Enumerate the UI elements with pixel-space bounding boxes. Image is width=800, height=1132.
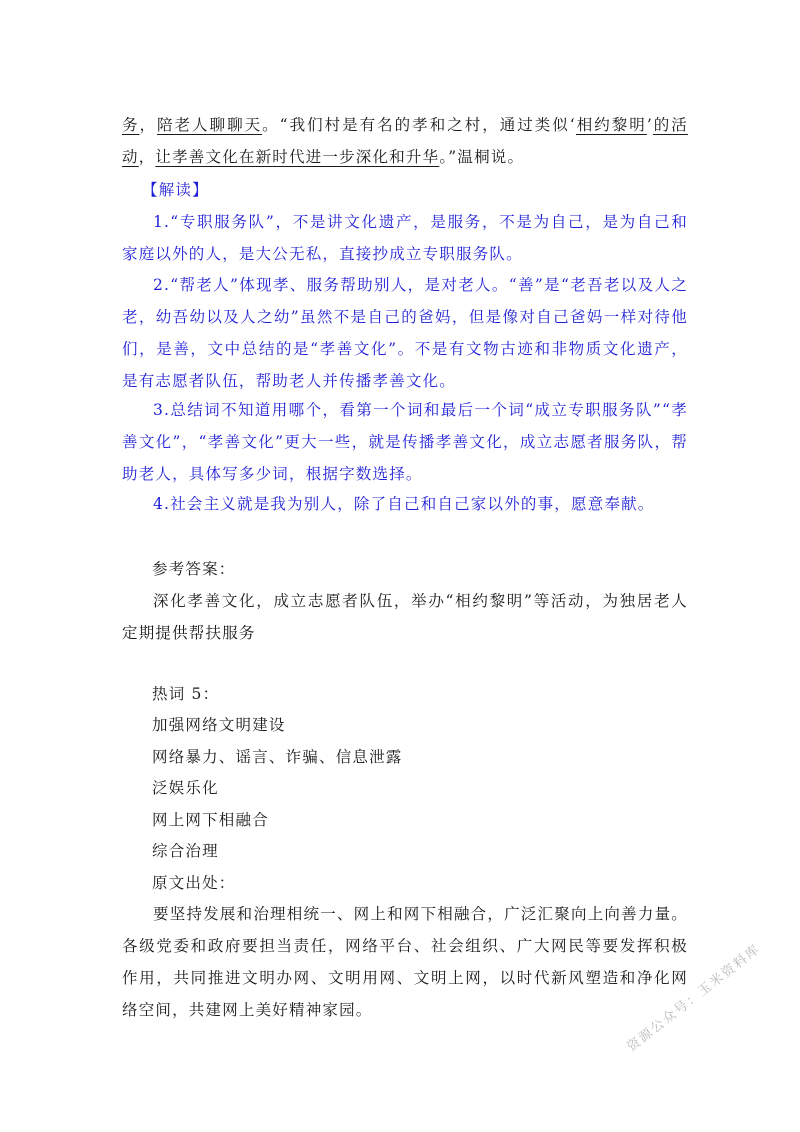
intro-comma: ，	[139, 116, 158, 134]
intro-underlined-start: 务	[122, 116, 140, 134]
source-label: 原文出处：	[152, 874, 236, 892]
interpretation-heading: 【解读】	[142, 181, 209, 199]
source-text: 要坚持发展和治理相统一、网上和网下相融合，广泛汇聚向上向善力量。各级党委和政府要担当责任，网络平台、社会组织、广大网民等要发挥积极作用，共同推进文明办网、文明用网、文明上网，以时代新风塑造和净化网络空间，共建网上美好精神家园。	[122, 905, 688, 1019]
interpretation-item-4: 4.社会主义就是我为别人，除了自己和自己家以外的事，愿意奉献。	[153, 495, 655, 513]
intro-text-4: 。”温桐说。	[439, 148, 525, 166]
intro-text-1: 。“我们村是有名的孝和之村，通过类似‘	[262, 116, 576, 134]
hotword-term-3: 泛娱乐化	[152, 779, 219, 797]
interpretation-item-1: 1.“专职服务队”，不是讲文化遗产，是服务，不是为自己，是为自己和家庭以外的人，是大公无私，直接抄成立专职服务队。	[122, 213, 688, 263]
hotword-term-2: 网络暴力、谣言、诈骗、信息泄露	[152, 748, 403, 766]
hotword-term-1: 加强网络文明建设	[152, 716, 286, 734]
intro-paragraph	[122, 109, 688, 173]
hotword-title: 热词 5：	[152, 685, 220, 703]
reference-label: 参考答案：	[152, 560, 236, 578]
interpretation-item-2: 2.“帮老人”体现孝、服务帮助别人，是对老人。“善”是“老吾老以及人之老，幼吾幼以及人之幼”虽然不是自己的爸妈，但是像对自己爸妈一样对待他们，是善，文中总结的是“孝善文化”。不是有文物古迹和非物质文化遗产，是有志愿者队伍，帮助老人并传播孝善文化。	[122, 276, 688, 390]
hotword-term-5: 综合治理	[152, 842, 219, 860]
interpretation-item-3: 3.总结词不知道用哪个，看第一个词和最后一个词“成立专职服务队”“孝善文化”，“孝善文化”更大一些，就是传播孝善文化，成立志愿者服务队，帮助老人，具体写多少词，根据字数选择。	[122, 401, 688, 483]
hotword-term-4: 网上网下相融合	[152, 811, 269, 829]
intro-underlined-phrase-2: 相约黎明	[575, 116, 647, 134]
intro-text-3: ，	[138, 148, 156, 166]
intro-text-2: ’	[646, 116, 653, 134]
watermark-text: 资源公众号：玉米资料库	[624, 941, 764, 1055]
intro-underlined-line-2: 让孝善文化在新时代进一步深化和升华	[155, 148, 440, 166]
intro-underlined-phrase-3: 的活动	[122, 116, 688, 166]
intro-underlined-phrase-1: 陪老人聊聊天	[157, 116, 263, 134]
reference-answer: 深化孝善文化，成立志愿者队伍，举办“相约黎明”等活动，为独居老人定期提供帮扶服务	[122, 592, 688, 642]
